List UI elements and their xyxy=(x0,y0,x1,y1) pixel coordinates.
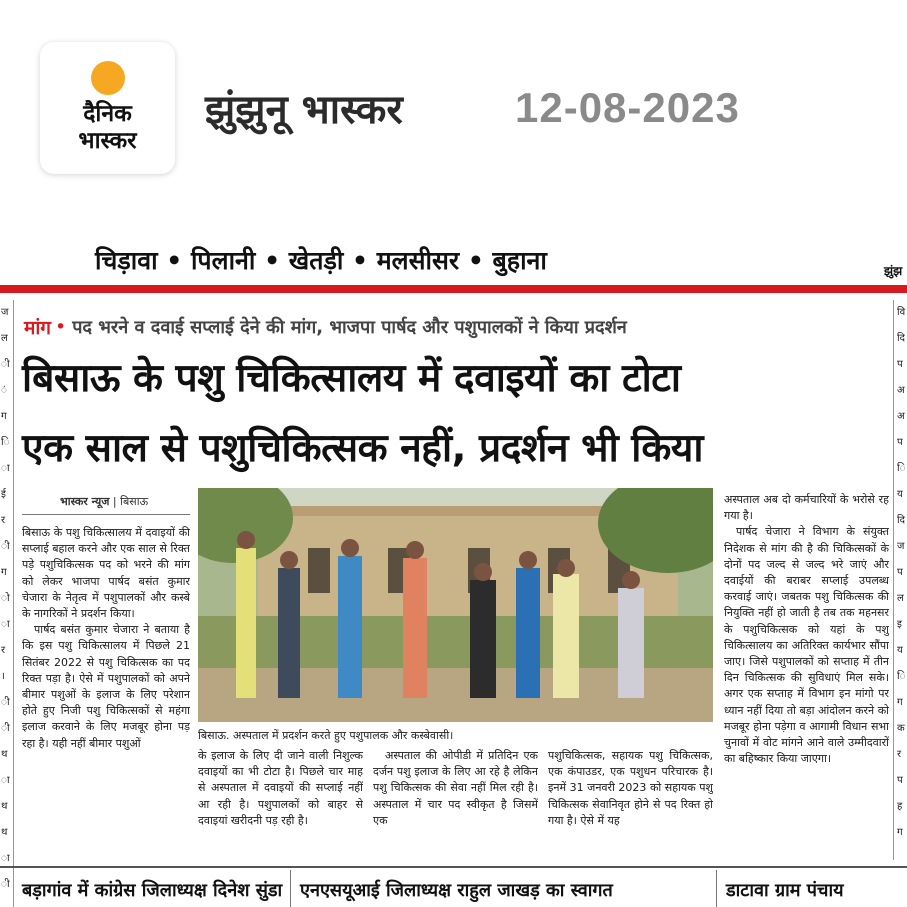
article-kicker xyxy=(24,314,627,340)
left-fragment-glyph: ज xyxy=(1,307,9,318)
left-fragment-glyph: ं xyxy=(1,385,7,396)
sun-icon xyxy=(91,61,125,95)
left-fragment-glyph: ल xyxy=(1,333,8,344)
edition-title: झुंझुनू भास्कर xyxy=(205,87,403,133)
left-fragment-glyph: ा xyxy=(1,463,10,474)
article-paragraph: बिसाऊ के पशु चिकित्सालय में दवाइयों की सप्लाई बहाल करने और एक साल से रिक्त पड़े पशुचिकित्सक पद को भरने की मांग को लेकर भाजपा पार्षद बसंत कुमार चेजारा के नेतृत्व में पशुपालकों और कस्बे के नागरिकों ने प्रदर्शन किया। xyxy=(22,526,190,621)
article-paragraph: पशुचिकित्सक, सहायक पशु चिकित्सक, एक कंपाउडर, एक पशुधन परिचारक है। इनमें 31 जनवरी 2023 को सहायक पशु चिकित्सक सेवानिवृत होने से पद रिक्त हो गया है। ऐसे में यह xyxy=(548,749,713,827)
right-fragment-glyph: वि xyxy=(897,307,906,318)
byline: भास्कर न्यूज | बिसाऊ xyxy=(60,495,149,508)
column-divider xyxy=(290,870,291,907)
byline-source: भास्कर न्यूज xyxy=(60,495,110,508)
article-paragraph: अस्पताल की ओपीडी में प्रतिदिन एक दर्जन पशु इलाज के लिए आ रहे है लेकिन पशु चिकित्सक की सेवा नहीं मिल रही है। अस्पताल में चार पद स्वीकृत है जिसमें एक xyxy=(373,749,538,827)
article-column-bottom-3 xyxy=(548,748,713,860)
right-fragment-glyph: प xyxy=(897,775,903,786)
left-fragment-glyph: । xyxy=(1,671,5,682)
left-fragment-glyph: ि xyxy=(1,437,10,448)
left-fragment-glyph: ग xyxy=(1,411,7,422)
right-fragment-glyph: ग xyxy=(897,827,903,838)
left-fragment-glyph: ी xyxy=(1,723,10,734)
article-column-right xyxy=(724,492,889,862)
right-fragment-glyph: य xyxy=(897,645,903,656)
left-fragment-glyph: र xyxy=(1,515,6,526)
headline-line-1: बिसाऊ के पशु चिकित्सालय में दवाइयों का टोटा xyxy=(22,356,681,401)
right-fragment-glyph: अ xyxy=(897,385,905,396)
left-fragment-glyph: ी xyxy=(1,879,10,890)
right-fragment-glyph: इ xyxy=(897,619,902,630)
left-fragment-glyph: थ xyxy=(1,749,8,760)
left-fragment-glyph: ो xyxy=(1,593,10,604)
right-fragment-glyph: ल xyxy=(897,593,904,604)
protest-photo-illustration xyxy=(198,488,713,722)
article-column-bottom-2 xyxy=(373,748,538,860)
article-paragraph: के इलाज के लिए दी जाने वाली निशुल्क दवाइयों का भी टोटा है। पिछले चार माह से अस्पताल में दवाइयों की सप्लाई नहीं आ रही है। पशुपालकों को बाहर से दवाइयां खरीदनी पड़ रही है। xyxy=(198,749,363,827)
right-fragment-glyph: ह xyxy=(897,801,903,812)
article-column-left xyxy=(22,525,190,860)
left-fragment-glyph: ा xyxy=(1,619,10,630)
kicker-label: मांग xyxy=(24,317,51,339)
kicker-text: पद भरने व दवाई सप्लाई देने की मांग, भाजपा पार्षद और पशुपालकों ने किया प्रदर्शन xyxy=(72,317,627,338)
bottom-headline-3: डाटावा ग्राम पंचाय xyxy=(726,880,844,901)
left-fragment-glyph: ा xyxy=(1,853,10,864)
article-column-bottom-1 xyxy=(198,748,363,860)
right-fragment-glyph: ज xyxy=(897,541,905,552)
left-fragment-glyph: ा xyxy=(1,775,10,786)
left-fragment-glyph: ी xyxy=(1,697,10,708)
headline-line-2: एक साल से पशुचिकित्सक नहीं, प्रदर्शन भी किया xyxy=(22,426,704,471)
left-fragment-glyph: थ xyxy=(1,801,8,812)
right-fragment-glyph: ि xyxy=(897,671,906,682)
article-paragraph: पार्षद बसंत कुमार चेजारा ने बताया है कि इस पशु चिकित्सालय में पिछले 21 सितंबर 2022 से पशु चिकित्सक का पद रिक्त पड़ा है। ऐसे में पशुपालकों को अपने बीमार पशुओं के इलाज के लिए परेशान होते हुए निजी पशु चिकित्सकों से महंगा इलाज करवाने के लिए मजबूर होना पड़ रहा है। यही नहीं बीमार पशुओं xyxy=(22,623,190,750)
protest-photo xyxy=(198,488,713,722)
right-fragment-glyph: दि xyxy=(897,333,905,344)
left-fragment-glyph: ई xyxy=(1,489,6,500)
article-paragraph: अस्पताल अब दो कर्मचारियों के भरोसे रह गया है। xyxy=(724,493,889,523)
bottom-headline-1: बड़ागांव में कांग्रेस जिलाध्यक्ष दिनेश सुंडा xyxy=(22,880,283,901)
left-column-fragment xyxy=(0,300,14,907)
bullet-icon: • xyxy=(54,316,67,338)
left-fragment-glyph: थ xyxy=(1,827,8,838)
right-fragment-glyph: य xyxy=(897,489,903,500)
bottom-rule xyxy=(0,866,907,868)
byline-place: बिसाऊ xyxy=(120,495,149,508)
left-fragment-glyph: ी xyxy=(1,359,10,370)
right-fragment-glyph: अ xyxy=(897,411,905,422)
right-fragment-glyph: दि xyxy=(897,515,905,526)
column-divider xyxy=(716,870,717,907)
photo-caption: बिसाऊ. अस्पताल में प्रदर्शन करते हुए पशुपालक और कस्बेवासी। xyxy=(198,729,454,742)
right-fragment-glyph: प xyxy=(897,437,903,448)
right-column-fragment xyxy=(893,300,907,860)
article-paragraph: पार्षद चेजारा ने विभाग के संयुक्त निदेशक से मांग की है की चिकित्सकों के दोनों पद जल्द से जल्द भरे जाएं और दवाईयों की बराबर सप्लाई उपलब्ध करवाई जाएं। जबतक पशु चिकित्सक की नियुक्ति नहीं हो जाती है तब तक महनसर के पशुचिकित्सक को यहां के पशु चिकित्सालय का अतिरिक्त कार्यभार सौंपा जाए। जिसे पशुपालकों को सप्ताह में तीन दिन चिकित्सक की सुविधाएं मिल सके। अगर एक सप्ताह में विभाग इन मांगो पर ध्यान नहीं दिया तो बड़ा आंदोलन करने को मजबूर होना पड़ेगा व आगामी विधान सभा चुनावों में वोट मांगने आने वाले उम्मीदवारों का बहिष्कार किया जाएगा। xyxy=(724,525,889,766)
byline-rule xyxy=(22,514,190,515)
right-fragment-glyph: र xyxy=(897,749,902,760)
right-fragment-glyph: प xyxy=(897,567,903,578)
right-fragment-glyph: प xyxy=(897,359,903,370)
logo-line-2: भास्कर xyxy=(78,128,137,154)
logo-line-1: दैनिक xyxy=(83,101,132,127)
page-towns-header: चिड़ावा • पिलानी • खेतड़ी • मलसीसर • बुहाना xyxy=(95,246,547,275)
left-fragment-glyph: ग xyxy=(1,567,7,578)
right-fragment-glyph: क xyxy=(897,723,905,734)
left-fragment-glyph: र xyxy=(1,645,6,656)
right-fragment-glyph: ि xyxy=(897,463,906,474)
bottom-headline-2: एनएसयूआई जिलाध्यक्ष राहुल जाखड़ का स्वागत xyxy=(300,880,613,901)
right-fragment-glyph: ग xyxy=(897,697,903,708)
page-header-right-fragment: झुंझ xyxy=(884,264,903,278)
left-fragment-glyph: ी xyxy=(1,541,10,552)
dainik-bhaskar-logo xyxy=(40,42,175,174)
edition-date: 12-08-2023 xyxy=(515,84,740,131)
header-red-rule xyxy=(0,285,907,293)
